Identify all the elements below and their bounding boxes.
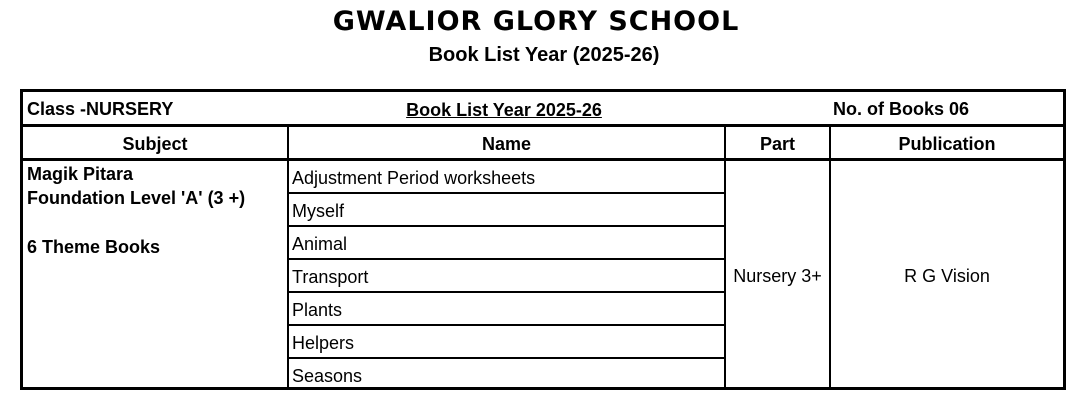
row-divider (23, 158, 1063, 161)
part-value: Nursery 3+ (733, 266, 822, 286)
subject-theme-books: 6 Theme Books (27, 237, 161, 257)
book-name: Adjustment Period worksheets (292, 168, 536, 188)
book-name: Animal (292, 234, 348, 254)
row-divider (23, 124, 1063, 127)
column-header-publication: Publication (898, 134, 996, 154)
book-list-subtitle: Book List Year (2025-26) (428, 44, 660, 66)
row-divider (288, 357, 725, 359)
subject-title: Magik Pitara (27, 164, 134, 184)
book-name: Plants (292, 300, 343, 320)
row-divider (288, 324, 725, 326)
row-divider (288, 192, 725, 194)
book-name: Myself (292, 201, 345, 221)
book-name: Seasons (292, 366, 363, 386)
publication-value: R G Vision (904, 266, 990, 286)
book-count: No. of Books 06 (833, 99, 970, 119)
subject-level: Foundation Level 'A' (3 +) (27, 188, 246, 208)
book-list-table (20, 89, 1066, 390)
column-divider (724, 124, 726, 390)
column-divider (287, 124, 289, 390)
row-divider (288, 258, 725, 260)
column-divider (829, 124, 831, 390)
column-header-name: Name (481, 134, 532, 154)
class-label: Class -NURSERY (27, 99, 174, 119)
school-name: GWALIOR GLORY SCHOOL (332, 6, 740, 37)
row-divider (288, 291, 725, 293)
book-name: Helpers (292, 333, 355, 353)
column-header-subject: Subject (122, 134, 188, 154)
column-header-part: Part (759, 134, 795, 154)
table-caption: Book List Year 2025-26 (406, 100, 602, 120)
row-divider (288, 225, 725, 227)
book-name: Transport (292, 267, 369, 287)
